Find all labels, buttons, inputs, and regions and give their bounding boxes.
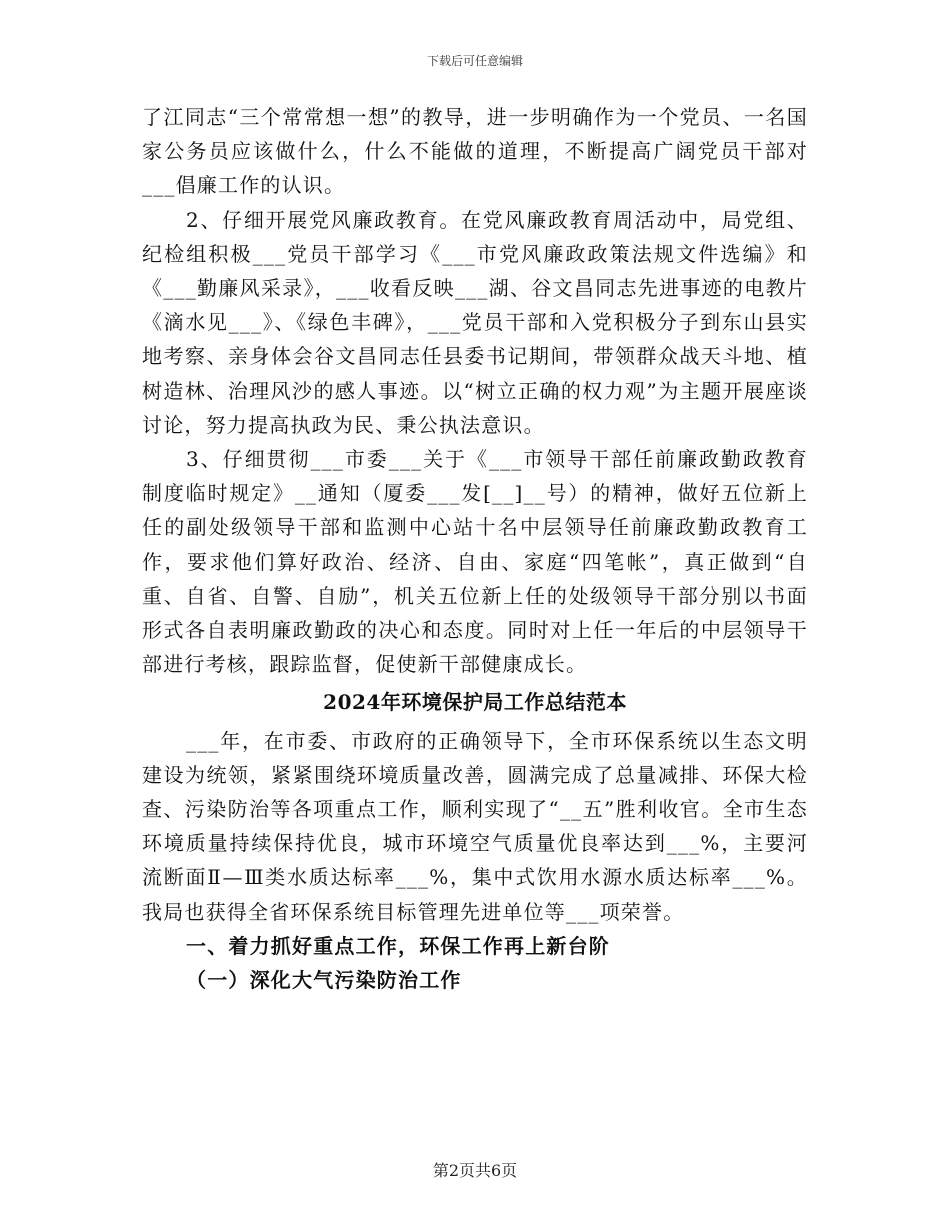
document-title: 2024年环境保护局工作总结范本 — [323, 690, 627, 715]
paragraph-continuation: 了江同志“三个常常想一想”的教导，进一步明确作为一个党员、一名国家公务员应该做什么，什么不能做的道理，不断提高广阔党员干部对___倡廉工作的认识。 — [142, 105, 808, 198]
paragraph-intro: ___年，在市委、市政府的正确领导下，全市环保系统以生态文明建设为统领，紧紧围绕环境质量改善，圆满完成了总量减排、环保大检查、污染防治等各项重点工作，顺利实现了“__五”胜利收官。全市生态环境质量持续保持优良，城市环境空气质量优良率达到___%，主要河流断面Ⅱ—Ⅲ类水质达标率___%，集中式饮用水源水质达标率___%。我局也获得全省环保系统目标管理先进单位等___项荣誉。 — [142, 728, 808, 924]
subsection-heading-1: （一）深化大气污染防治工作 — [186, 968, 462, 993]
document-body — [142, 100, 808, 997]
page-footer: 第2页共6页 — [432, 1161, 518, 1180]
paragraph-item-2: 2、仔细开展党风廉政教育。在党风廉政教育周活动中，局党组、纪检组积极___党员干部学习《___市党风廉政政策法规文件选编》和《___勤廉风采录》，___收看反映___湖、谷文昌同志先进事迹的电教片《滴水见___》、《绿色丰碑》，___党员干部和入党积极分子到东山县实地考察、亲身体会谷文昌同志任县委书记期间，带领群众战天斗地、植树造林、治理风沙的感人事迹。以“树立正确的权力观”为主题开展座谈讨论，努力提高执政为民、秉公执法意识。 — [142, 207, 808, 437]
page-header: 下载后可任意编辑 — [426, 54, 523, 68]
paragraph-item-3: 3、仔细贯彻___市委___关于《___市领导干部任前廉政勤政教育制度临时规定》__通知（厦委___发[__]__号）的精神，做好五位新上任的副处级领导干部和监测中心站十名中层领导任前廉政勤政教育工作，要求他们算好政治、经济、自由、家庭“四笔帐”，真正做到“自重、自省、自警、自励”，机关五位新上任的处级领导干部分别以书面形式各自表明廉政勤政的决心和态度。同时对上任一年后的中层领导干部进行考核，跟踪监督，促使新干部健康成长。 — [142, 447, 808, 677]
section-heading-1: 一、着力抓好重点工作，环保工作再上新台阶 — [186, 933, 610, 958]
